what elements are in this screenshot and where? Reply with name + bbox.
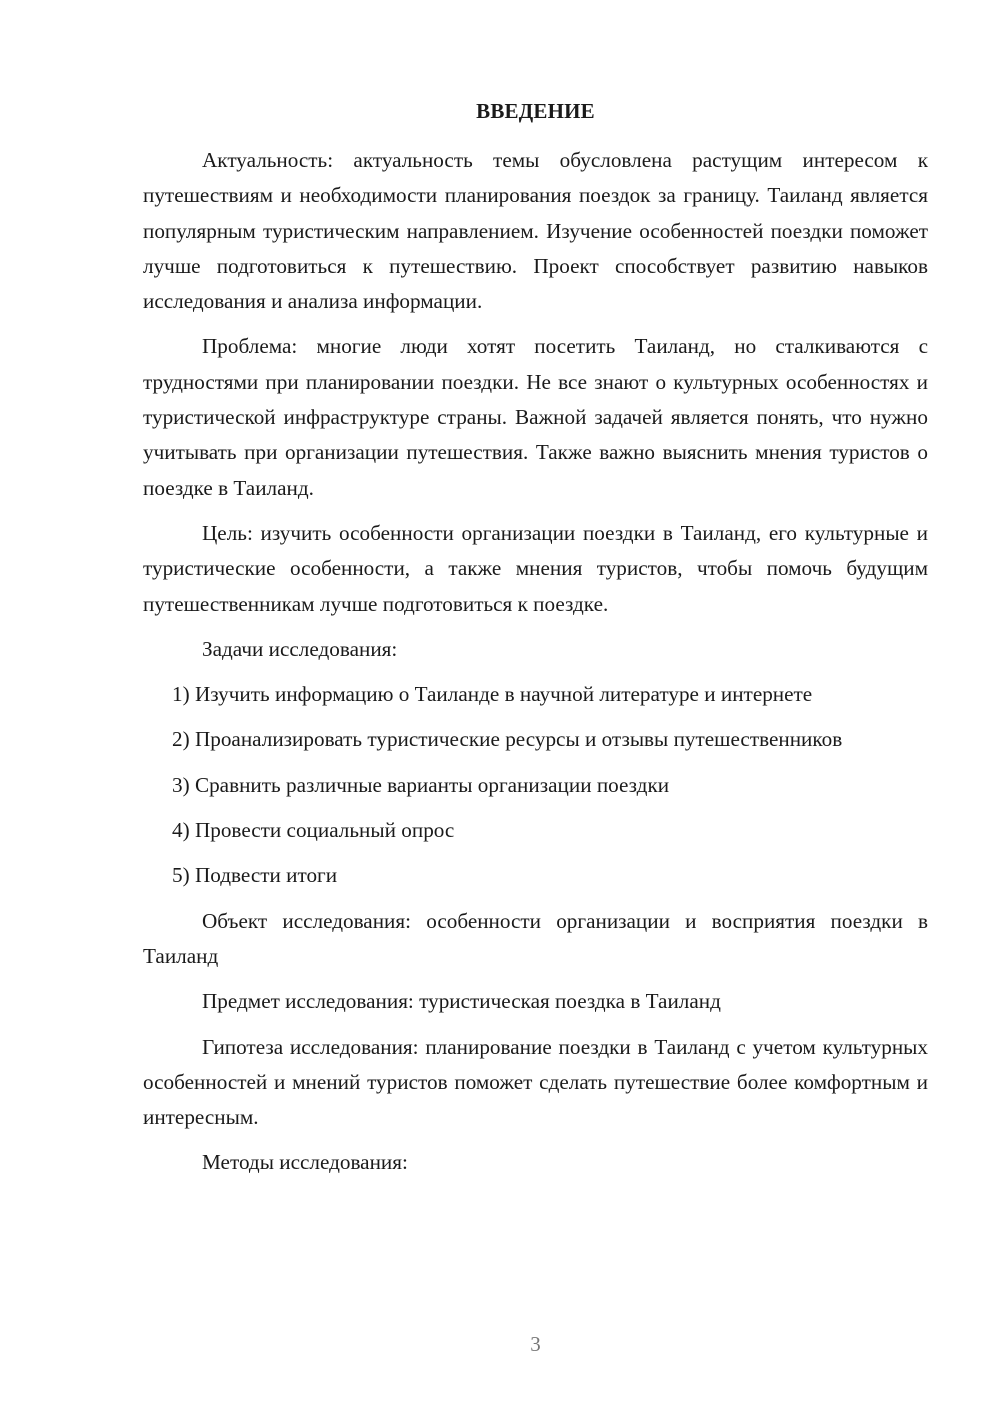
task-item: 2) Проанализировать туристические ресурсы и отзывы путешественников [172,727,843,752]
task-item: 1) Изучить информацию о Таиланде в научной литературе и интернете [172,682,813,707]
task-item: 3) Сравнить различные варианты организации поездки [172,772,670,797]
paragraph-hypothesis: Гипотеза исследования: планирование поездки в Таиланд с учетом культурных особенностей и мнений туристов поможет сделать путешествие более комфортным и интересным. [143,1034,928,1130]
paragraph-goal: Цель: изучить особенности организации поездки в Таиланд, его культурные и туристические особенности, а также мнения туристов, чтобы помочь будущим путешественникам лучше подготовиться к поездке. [143,520,928,616]
paragraph-object: Объект исследования: особенности организации и восприятия поездки в Таиланд [143,908,928,968]
paragraph-relevance: Актуальность: актуальность темы обусловлена растущим интересом к путешествиям и необходимости планирования поездок за границу. Таиланд является популярным туристическим направлением. Изучение особенностей поездки поможет лучше подготовиться к путешествию. Проект способствует развитию навыков исследования и анализа информации. [143,148,928,314]
document-page [143,0,928,1414]
paragraph-problem: Проблема: многие люди хотят посетить Таиланд, но сталкиваются с трудностями при планировании поездки. Не все знают о культурных особенностях и туристической инфраструктуре страны. Важной задачей является понять, что нужно учитывать при организации путешествия. Также важно выяснить мнения туристов о поездке в Таиланд. [143,334,928,500]
tasks-heading: Задачи исследования: [202,636,398,661]
paragraph-subject: Предмет исследования: туристическая поездка в Таиланд [202,989,721,1014]
methods-heading: Методы исследования: [202,1150,408,1175]
page-title: ВВЕДЕНИЕ [476,99,595,123]
task-item: 4) Провести социальный опрос [172,818,455,843]
document-body [143,143,928,1181]
task-item: 5) Подвести итоги [172,863,338,888]
page-number: 3 [530,1332,541,1356]
